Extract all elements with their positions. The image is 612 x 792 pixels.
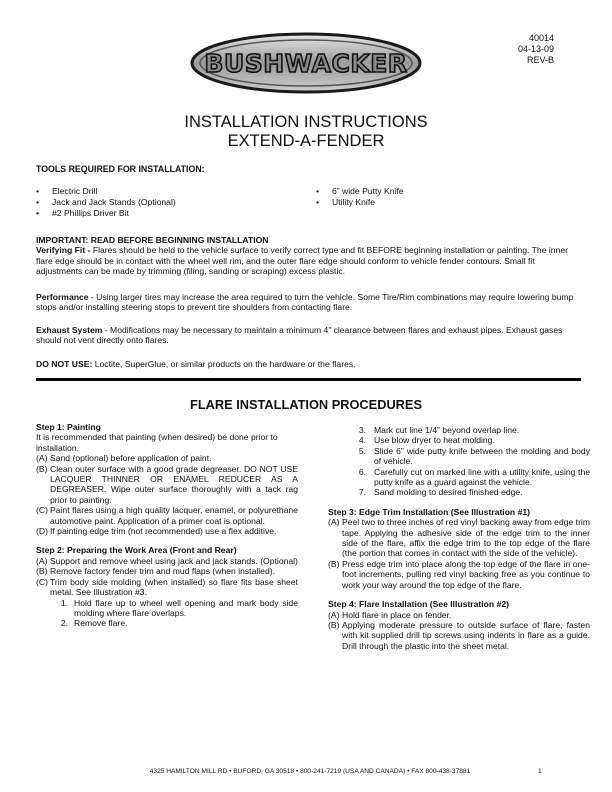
step2-subitem-label: 2. [60, 618, 68, 629]
step2-subitem-text: Remove flare. [74, 618, 128, 629]
step1-item [36, 505, 298, 526]
tool-item-label: Utility Knife [332, 197, 375, 207]
document-meta [518, 33, 554, 66]
verifying-fit-label: Verifying Fit - [36, 245, 91, 256]
performance-text: - Using larger tires may increase the area required to turn the vehicle. Some Tire/Rim combinations may require lowering bump stops and/or installing steering stops to prevent tire shoulders from contacting flare. [36, 292, 574, 313]
step1-item-label: (C) [36, 505, 48, 516]
step2-item-text: Remove factory fender trim and mud flaps (when installed). [50, 566, 275, 577]
step1-item-text: Paint flares using a high quality lacquer, enamel, or polyurethane automotive paint. Application of a primer coat is optional. [50, 505, 298, 526]
step2-subitem [328, 435, 590, 445]
performance-label: Performance [36, 292, 89, 302]
step2-subitem-label: 3. [358, 425, 366, 435]
bushwacker-logo [190, 32, 422, 94]
step4-item-label: (B) [328, 619, 340, 630]
section-title: FLARE INSTALLATION PROCEDURES [190, 397, 422, 412]
step2-subitem-text: Use blow dryer to heat molding. [374, 435, 495, 446]
page-number: 1 [538, 768, 542, 775]
tool-item [36, 208, 176, 219]
step1-item-text: Clean outer surface with a good grade degreaser. DO NOT USE LACQUER THINNER OR ENAMEL REDUCER AS A DEGREASER. Wipe outer surface thoroughly with a tack rag prior to painting. [50, 463, 298, 505]
step1-item [36, 526, 298, 536]
step2-item-text: Support and remove wheel using jack and jack stands. (Optional) [50, 555, 298, 566]
verifying-fit-text: Flares should be held to the vehicle surface to verify correct type and fit BEFORE beginning installation or painting. The inner flare edge should be in contact with the wheel well rim, and the outer flare edge should conform to vehicle fender contours. Small fit adjustments can be made by trimming (filing, sanding or scraping) excess plastic. [36, 245, 568, 277]
tool-item [316, 186, 404, 197]
step1-item [36, 453, 298, 463]
footer-address: 4325 HAMILTON MILL RD • BUFORD, GA 30518 • 800-241-7219 (USA AND CANADA) • FAX 800-438-37881 [149, 768, 471, 775]
step2-item-label: (B) [36, 566, 48, 577]
step4-item [328, 610, 590, 620]
tools-heading: TOOLS REQUIRED FOR INSTALLATION: [36, 164, 205, 174]
do-not-use-paragraph [36, 359, 581, 369]
tool-item-label: Jack and Jack Stands (Optional) [52, 197, 176, 207]
tools-list-left [36, 186, 176, 219]
step3-items [328, 517, 590, 590]
step3-item-label: (B) [328, 558, 340, 569]
bullet-icon: • [316, 197, 320, 207]
step3-item [328, 559, 590, 590]
step1-intro: It is recommended that painting (when desired) be done prior to installation. [36, 432, 278, 453]
step2-subitem-label: 4. [358, 435, 366, 446]
step2-item-label: (A) [36, 555, 48, 566]
step1-item-text: Sand (optional) before application of paint. [50, 453, 212, 464]
do-not-use-text: Loctite, SuperGlue, or similar products on the hardware or the flares. [92, 359, 356, 369]
step2-subitems-right [328, 425, 590, 498]
part-number: 40014 [528, 33, 554, 43]
step2-subitem-text: Hold flare up to wheel well opening and mark body side molding where flare overlaps. [74, 597, 298, 618]
tool-item [36, 197, 176, 208]
step2-subitem-label: 7. [358, 487, 366, 498]
bullet-icon: • [36, 197, 40, 207]
step2-items [36, 556, 298, 598]
bullet-icon: • [36, 186, 40, 196]
step2-subitem [36, 618, 298, 628]
page-title [0, 113, 612, 151]
step2-subitem [328, 487, 590, 497]
step1-heading: Step 1: Painting [36, 422, 101, 432]
step2-item-text: Trim body side molding (when installed) so flare fits base sheet metal. See Illustration #3. [50, 576, 298, 598]
step2-subitem-label: 6. [358, 466, 366, 477]
do-not-use-label: DO NOT USE: [36, 359, 93, 369]
step2-subitem-text: Mark cut line 1/4” beyond overlap line. [374, 425, 520, 435]
step1-item [36, 464, 298, 506]
tool-item-label: Electric Drill [52, 186, 98, 196]
exhaust-label: Exhaust System [36, 325, 103, 335]
step4-heading: Step 4: Flare Installation (See Illustration #2) [328, 599, 509, 610]
step2-subitem-label: 1. [60, 597, 68, 608]
step2-subitem [328, 425, 590, 435]
important-heading: IMPORTANT: READ BEFORE BEGINNING INSTALLATION [36, 235, 269, 245]
bullet-icon: • [316, 186, 320, 196]
revision: REV-B [526, 55, 554, 65]
step4-item [328, 620, 590, 651]
step3-item-label: (A) [328, 517, 340, 528]
tool-item-label: 6” wide Putty Knife [332, 186, 404, 196]
title-line-2: EXTEND-A-FENDER [227, 132, 385, 150]
step2-subitem-text: Carefully cut on marked line with a utility knife, using the putty knife as a guard against the vehicle. [374, 466, 590, 488]
step4-item-text: Hold flare in place on fender. [342, 609, 452, 620]
procedures-left-column [36, 422, 298, 629]
step2-item-label: (C) [36, 576, 48, 587]
step2-subitem-text: Slide 6” wide putty knife between the molding and body of vehicle. [374, 445, 590, 467]
exhaust-paragraph [36, 325, 581, 346]
bullet-icon: • [36, 208, 40, 218]
verifying-fit-paragraph [36, 245, 581, 276]
step2-subitems-left [36, 598, 298, 629]
step2-item [36, 556, 298, 566]
logo-text: BUSHWACKER [204, 49, 408, 78]
step3-item [328, 517, 590, 559]
step2-subitem [328, 467, 590, 488]
step4-items [328, 610, 590, 652]
divider-rule [36, 378, 581, 381]
step2-subitem [328, 446, 590, 467]
step4-item-text: Applying moderate pressure to outside surface of flare, fasten with kit supplied drill tip screws using indents in flare as a guide. Drill through the plastic into the sheet metal. [342, 619, 590, 651]
step1-item-label: (A) [36, 453, 48, 464]
step1-item-text: If painting edge trim (not recommended) use a flex additive. [50, 526, 277, 537]
tool-item [36, 186, 176, 197]
step1-item-label: (B) [36, 463, 48, 474]
step2-heading: Step 2: Preparing the Work Area (Front and Rear) [36, 545, 237, 556]
exhaust-text: - Modifications may be necessary to maintain a minimum 4” clearance between flares and exhaust pipes. Exhaust gases should not vent directly onto flares. [36, 325, 563, 346]
tool-item [316, 197, 404, 208]
revision-date: 04-13-09 [517, 44, 554, 54]
step2-subitem-label: 5. [358, 445, 366, 456]
step2-item [36, 566, 298, 576]
step3-item-text: Peel two to three inches of red vinyl backing away from edge trim tape. Applying the adhesive side of the edge trim to the inner side of the flare, affix the edge trim to the top edge of the flare (the portion that comes in contact with the side of the vehicle). [342, 517, 590, 559]
step1-items [36, 453, 298, 536]
tool-item-label: #2 Phillips Driver Bit [52, 208, 129, 218]
step2-item [36, 577, 298, 598]
step1-item-label: (D) [36, 526, 48, 537]
step2-subitem [36, 598, 298, 619]
step3-item-text: Press edge trim into place along the top edge of the flare in one-foot increments, pulling red vinyl backing free as you continue to work your way around the top edge of the flare. [342, 558, 590, 590]
important-section [36, 235, 581, 277]
tools-list-right [316, 186, 404, 208]
step4-item-label: (A) [328, 609, 340, 620]
title-line-1: INSTALLATION INSTRUCTIONS [184, 113, 428, 131]
performance-paragraph [36, 292, 581, 313]
step3-heading: Step 3: Edge Trim Installation (See Illustration #1) [328, 506, 530, 517]
step2-subitem-text: Sand molding to desired finished edge. [374, 487, 523, 498]
procedures-right-column [328, 425, 590, 651]
